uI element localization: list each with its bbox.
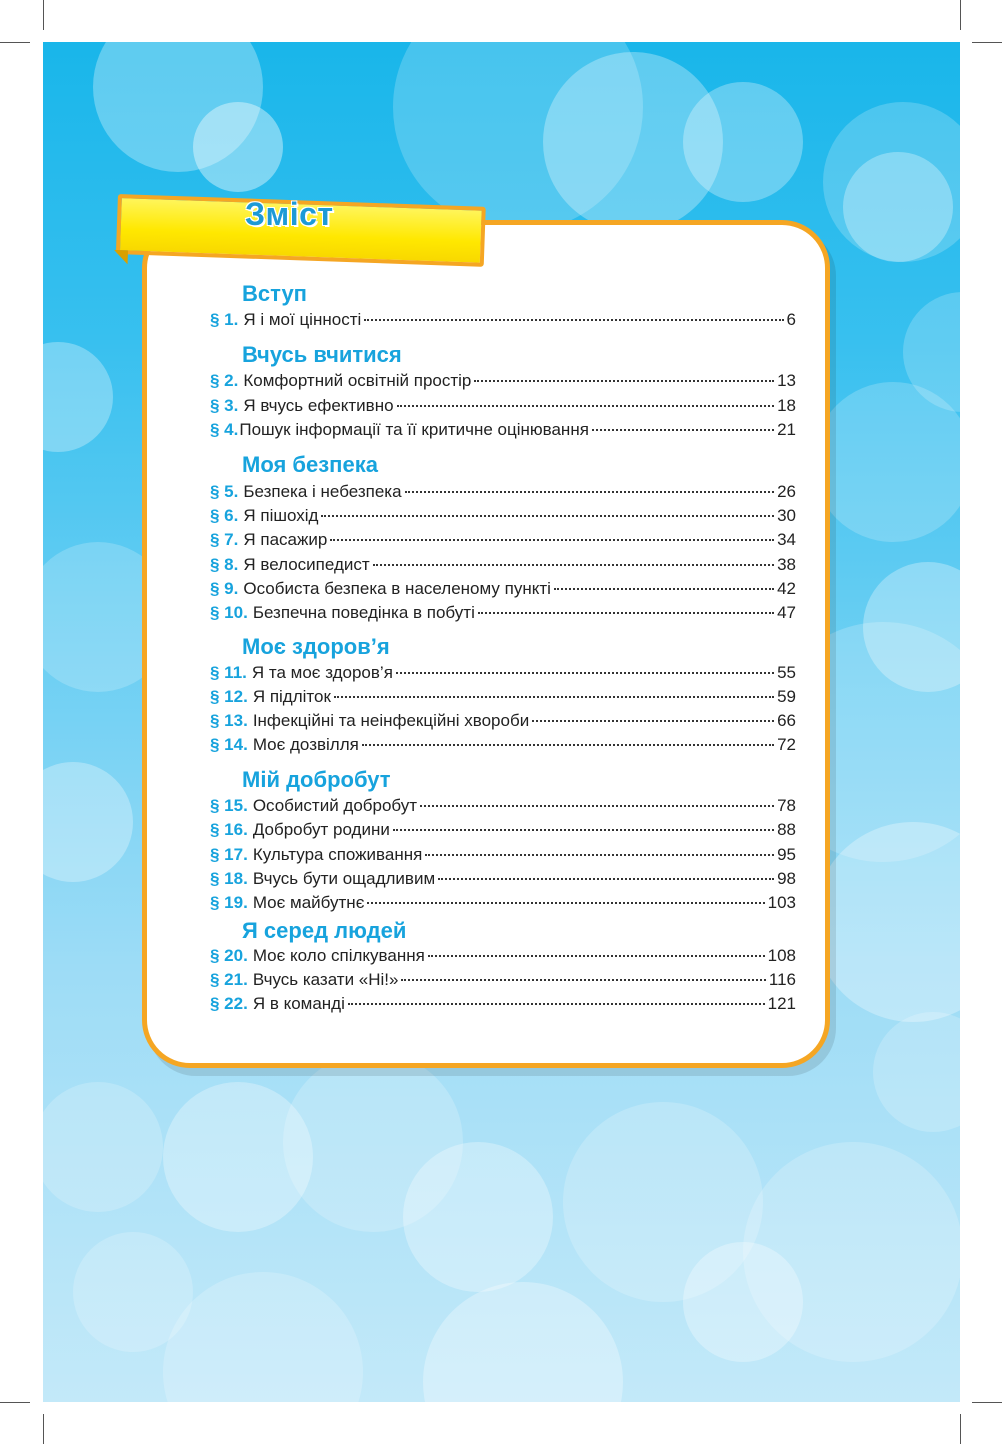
toc-entry[interactable]	[210, 796, 796, 818]
entry-page: 116	[768, 970, 796, 989]
entry-page: 59	[777, 687, 796, 706]
toc-entry[interactable]	[210, 482, 796, 504]
section-heading: Вступ	[242, 281, 307, 306]
dot-leader	[428, 955, 765, 957]
entry-title: Я і мої цінності	[243, 310, 362, 329]
entry-title: Я пасажир	[243, 530, 328, 549]
entry-number: § 19.	[210, 893, 248, 912]
entry-number: § 16.	[210, 820, 248, 839]
toc-entry[interactable]	[210, 946, 796, 968]
toc-entry[interactable]	[210, 994, 796, 1016]
dot-leader	[321, 515, 774, 517]
dot-leader	[592, 429, 774, 431]
entry-title: Я пішохід	[243, 506, 319, 525]
crop-mark	[0, 1402, 30, 1403]
entry-number: § 7.	[210, 530, 239, 549]
entry-title: Вчусь казати «Ні!»	[252, 970, 399, 989]
entry-page: 47	[777, 603, 796, 622]
toc-entry[interactable]	[210, 396, 796, 418]
toc-entry[interactable]	[210, 506, 796, 528]
toc-entry[interactable]	[210, 735, 796, 757]
entry-page: 108	[767, 946, 796, 965]
dot-leader	[334, 696, 774, 698]
toc-entry[interactable]	[210, 663, 796, 685]
crop-mark	[960, 1414, 961, 1444]
entry-page: 95	[777, 845, 796, 864]
entry-title: Безпечна поведінка в побуті	[252, 603, 475, 622]
toc-entry[interactable]	[210, 845, 796, 867]
crop-mark	[0, 42, 30, 43]
entry-title: Пошук інформації та її критичне оцінювання	[239, 420, 589, 439]
toc-entry[interactable]	[210, 420, 796, 442]
entry-number: § 20.	[210, 946, 248, 965]
dot-leader	[373, 564, 774, 566]
entry-number: § 6.	[210, 506, 239, 525]
toc-entry[interactable]	[210, 603, 796, 625]
entry-page: 38	[777, 555, 796, 574]
dot-leader	[396, 672, 774, 674]
dot-leader	[478, 612, 774, 614]
entry-number: § 17.	[210, 845, 248, 864]
toc-entry[interactable]	[210, 687, 796, 709]
entry-title: Особиста безпека в населеному пункті	[243, 579, 551, 598]
entry-title: Я вчусь ефективно	[243, 396, 394, 415]
entry-title: Я в команді	[252, 994, 345, 1013]
section-heading: Мій добробут	[242, 767, 391, 792]
entry-page: 88	[777, 820, 796, 839]
entry-number: § 21.	[210, 970, 248, 989]
dot-leader	[425, 854, 774, 856]
entry-number: § 2.	[210, 371, 239, 390]
entry-page: 30	[777, 506, 796, 525]
section-heading: Моя безпека	[242, 452, 378, 477]
entry-page: 6	[786, 310, 796, 329]
entry-title: Комфортний освітній простір	[243, 371, 472, 390]
entry-title: Безпека і небезпека	[243, 482, 402, 501]
crop-mark	[43, 0, 44, 30]
dot-leader	[348, 1003, 765, 1005]
toc-entry[interactable]	[210, 893, 796, 915]
dot-leader	[554, 588, 774, 590]
entry-page: 98	[777, 869, 796, 888]
entry-title: Моє коло спілкування	[252, 946, 425, 965]
toc-entry[interactable]	[210, 371, 796, 393]
entry-number: § 18.	[210, 869, 248, 888]
dot-leader	[362, 744, 774, 746]
section-heading: Вчусь вчитися	[242, 342, 402, 367]
crop-mark	[43, 1414, 44, 1444]
page-title: Зміст	[245, 196, 334, 232]
section-heading: Я серед людей	[242, 918, 407, 943]
toc-entry[interactable]	[210, 820, 796, 842]
entry-title: Я підліток	[252, 687, 331, 706]
entry-page: 55	[777, 663, 796, 682]
entry-title: Моє дозвілля	[252, 735, 359, 754]
entry-number: § 9.	[210, 579, 239, 598]
entry-number: § 4.	[210, 420, 239, 439]
entry-page: 121	[767, 994, 796, 1013]
crop-mark	[972, 42, 1002, 43]
entry-number: § 3.	[210, 396, 239, 415]
toc-entry[interactable]	[210, 970, 796, 992]
section-heading: Моє здоров’я	[242, 634, 390, 659]
entry-title: Моє майбутнє	[252, 893, 365, 912]
crop-mark	[960, 0, 961, 30]
dot-leader	[405, 491, 775, 493]
entry-number: § 15.	[210, 796, 248, 815]
dot-leader	[367, 902, 764, 904]
crop-mark	[972, 1402, 1002, 1403]
dot-leader	[401, 979, 765, 981]
entry-page: 78	[777, 796, 796, 815]
entry-number: § 14.	[210, 735, 248, 754]
entry-title: Вчусь бути ощадливим	[252, 869, 436, 888]
toc-entry[interactable]	[210, 310, 796, 332]
dot-leader	[364, 319, 783, 321]
entry-number: § 22.	[210, 994, 248, 1013]
entry-page: 26	[777, 482, 796, 501]
entry-number: § 1.	[210, 310, 239, 329]
entry-number: § 12.	[210, 687, 248, 706]
toc-entry[interactable]	[210, 711, 796, 733]
entry-title: Культура споживання	[252, 845, 423, 864]
entry-number: § 10.	[210, 603, 248, 622]
dot-leader	[420, 805, 774, 807]
dot-leader	[532, 720, 774, 722]
entry-number: § 8.	[210, 555, 239, 574]
entry-page: 42	[777, 579, 796, 598]
entry-title: Добробут родини	[252, 820, 390, 839]
dot-leader	[330, 539, 774, 541]
dot-leader	[397, 405, 775, 407]
entry-title: Інфекційні та неінфекційні хвороби	[252, 711, 530, 730]
entry-page: 103	[767, 893, 796, 912]
entry-number: § 13.	[210, 711, 248, 730]
toc-entry[interactable]	[210, 579, 796, 601]
entry-page: 66	[777, 711, 796, 730]
entry-title: Я велосипедист	[243, 555, 370, 574]
entry-title: Я та моє здоров’я	[251, 663, 393, 682]
dot-leader	[393, 829, 774, 831]
entry-page: 72	[777, 735, 796, 754]
entry-page: 34	[777, 530, 796, 549]
entry-page: 21	[777, 420, 796, 439]
entry-page: 18	[777, 396, 796, 415]
toc-entry[interactable]	[210, 869, 796, 891]
toc-entry[interactable]	[210, 530, 796, 552]
toc-entry[interactable]	[210, 555, 796, 577]
entry-title: Особистий добробут	[252, 796, 418, 815]
dot-leader	[474, 380, 774, 382]
entry-page: 13	[777, 371, 796, 390]
dot-leader	[438, 878, 774, 880]
entry-number: § 11.	[210, 663, 247, 682]
entry-number: § 5.	[210, 482, 239, 501]
